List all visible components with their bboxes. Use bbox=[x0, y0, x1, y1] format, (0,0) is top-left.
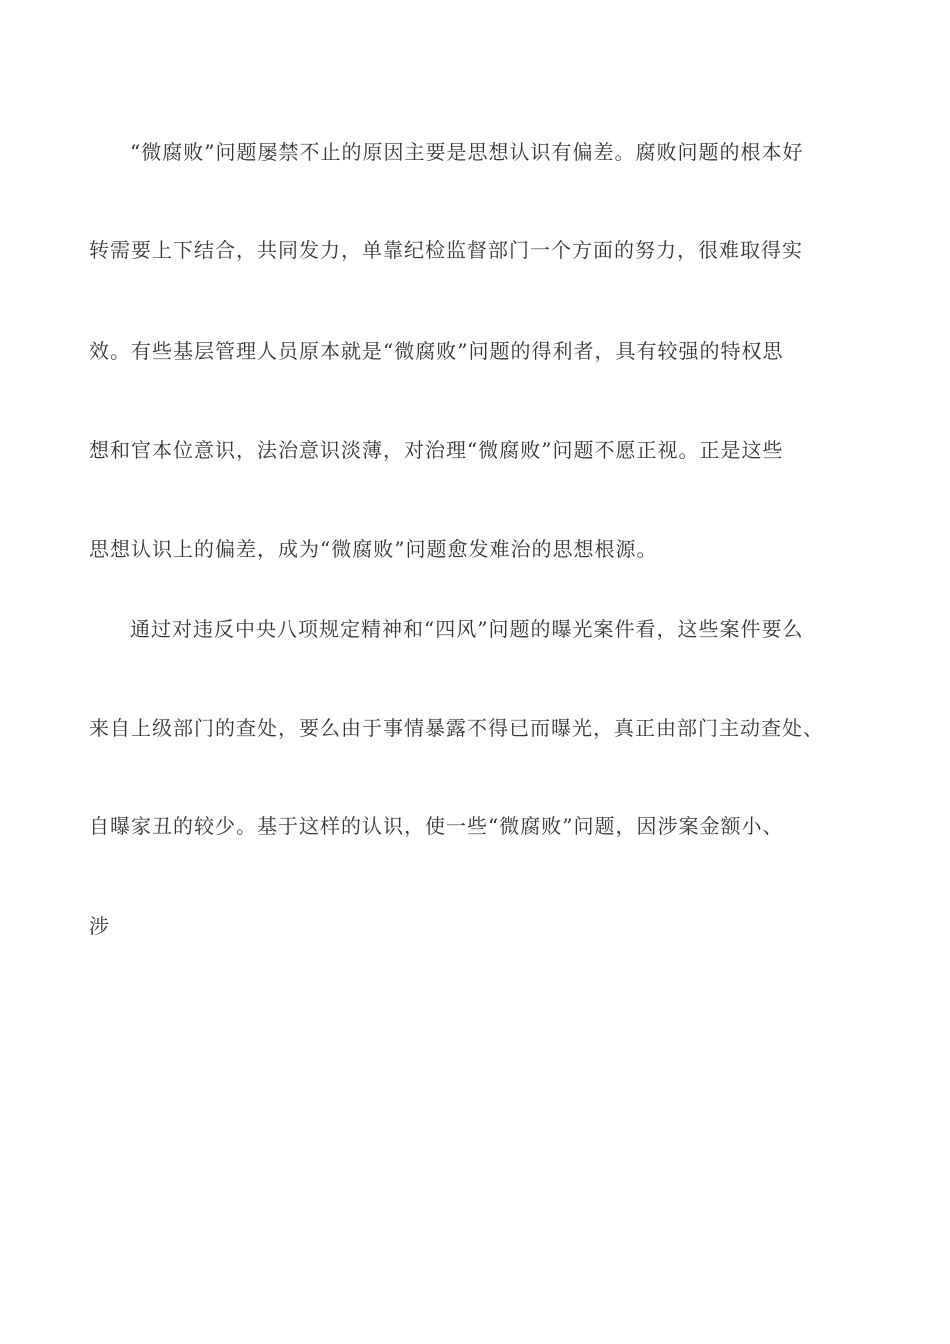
paragraph-1-line-5: 思想认识上的偏差，成为“微腐败”问题愈发难治的思想根源。 bbox=[89, 537, 658, 561]
paragraph-1-line-2: 转需要上下结合，共同发力，单靠纪检监督部门一个方面的努力，很难取得实 bbox=[89, 238, 803, 262]
paragraph-2-line-1: 通过对违反中央八项规定精神和“四风”问题的曝光案件看，这些案件要么 bbox=[130, 617, 804, 641]
paragraph-1-line-1: “微腐败”问题屡禁不止的原因主要是思想认识有偏差。腐败问题的根本好 bbox=[130, 140, 804, 164]
paragraph-2-line-2: 来自上级部门的查处，要么由于事情暴露不得已而曝光，真正由部门主动查处、 bbox=[89, 716, 824, 740]
paragraph-2-line-4: 涉 bbox=[89, 914, 110, 938]
paragraph-2-line-3: 自曝家丑的较少。基于这样的认识，使一些“微腐败”问题，因涉案金额小、 bbox=[89, 814, 784, 838]
paragraph-1-line-3: 效。有些基层管理人员原本就是“微腐败”问题的得利者，具有较强的特权思 bbox=[89, 339, 784, 363]
paragraph-1-line-4: 想和官本位意识，法治意识淡薄，对治理“微腐败”问题不愿正视。正是这些 bbox=[89, 438, 784, 462]
